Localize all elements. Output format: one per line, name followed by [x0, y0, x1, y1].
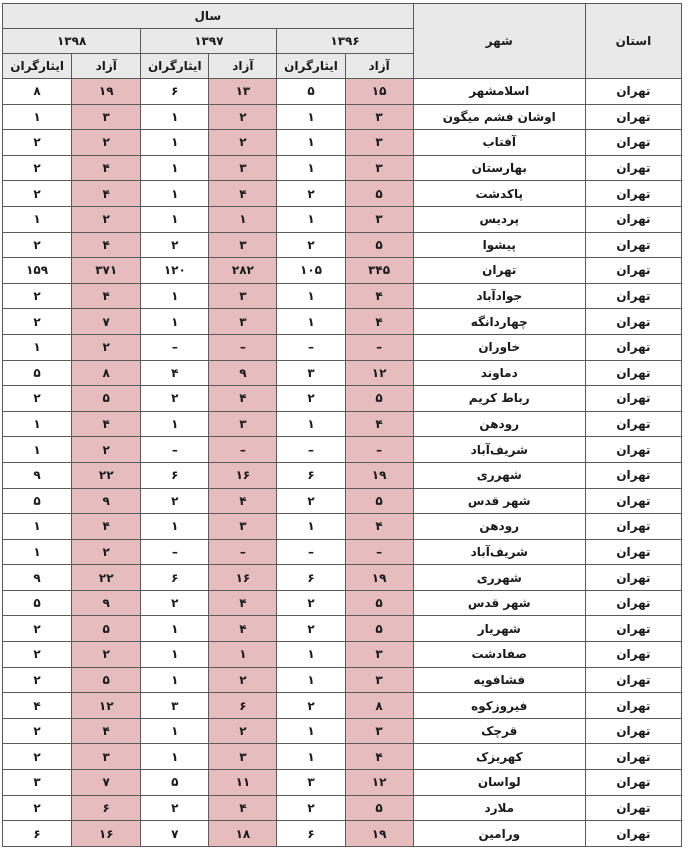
- cell-azad-1396: ۱۵: [345, 79, 413, 105]
- table-row: [3, 309, 682, 335]
- cell-province: تهران: [585, 104, 681, 130]
- cell-isargaran-1396: ۱: [277, 155, 345, 181]
- cell-azad-1397: ۱۶: [209, 462, 277, 488]
- cell-isargaran-1396: ۲: [277, 232, 345, 258]
- table-row: [3, 488, 682, 514]
- cell-isargaran-1396: ۲: [277, 590, 345, 616]
- header-year-group: سال: [3, 4, 414, 29]
- cell-azad-1398: ۲: [72, 642, 141, 668]
- table-row: [3, 258, 682, 284]
- header-azad-1396: آزاد: [345, 54, 413, 79]
- cell-isargaran-1396: –: [277, 334, 345, 360]
- cell-isargaran-1397: ۲: [141, 386, 209, 412]
- cell-province: تهران: [585, 462, 681, 488]
- cell-city: شهر قدس: [413, 488, 585, 514]
- cell-isargaran-1397: ۲: [141, 795, 209, 821]
- cell-isargaran-1397: ۲: [141, 488, 209, 514]
- cell-isargaran-1398: ۲: [3, 642, 72, 668]
- cell-isargaran-1398: ۲: [3, 232, 72, 258]
- cell-azad-1398: ۲۲: [72, 565, 141, 591]
- cell-province: تهران: [585, 283, 681, 309]
- cell-city: چهاردانگه: [413, 309, 585, 335]
- cell-isargaran-1398: ۸: [3, 79, 72, 105]
- cell-isargaran-1396: ۱: [277, 667, 345, 693]
- cell-azad-1396: ۳: [345, 155, 413, 181]
- cell-azad-1398: ۱۹: [72, 79, 141, 105]
- cell-city: شریف‌آباد: [413, 539, 585, 565]
- cell-isargaran-1397: ۱: [141, 104, 209, 130]
- cell-azad-1398: ۴: [72, 232, 141, 258]
- table-row: [3, 795, 682, 821]
- cell-isargaran-1397: ۱: [141, 283, 209, 309]
- cell-azad-1398: ۴: [72, 718, 141, 744]
- cell-azad-1396: ۵: [345, 181, 413, 207]
- cell-isargaran-1397: ۶: [141, 79, 209, 105]
- cell-isargaran-1398: ۴: [3, 693, 72, 719]
- cell-azad-1396: ۳۴۵: [345, 258, 413, 284]
- cell-azad-1397: ۴: [209, 590, 277, 616]
- cell-isargaran-1396: ۱: [277, 206, 345, 232]
- cell-isargaran-1398: ۳: [3, 770, 72, 796]
- table-row: [3, 744, 682, 770]
- cell-isargaran-1398: ۱۵۹: [3, 258, 72, 284]
- cell-azad-1396: –: [345, 539, 413, 565]
- cell-isargaran-1398: ۲: [3, 283, 72, 309]
- header-isargaran-1398: ایثارگران: [3, 54, 72, 79]
- cell-isargaran-1397: ۱: [141, 616, 209, 642]
- cell-isargaran-1398: ۱: [3, 437, 72, 463]
- cell-province: تهران: [585, 821, 681, 847]
- cell-isargaran-1397: ۳: [141, 693, 209, 719]
- table-row: [3, 79, 682, 105]
- cell-isargaran-1397: –: [141, 539, 209, 565]
- cell-azad-1396: ۱۹: [345, 821, 413, 847]
- table-row: [3, 565, 682, 591]
- cell-isargaran-1398: ۱: [3, 104, 72, 130]
- cell-azad-1396: ۵: [345, 386, 413, 412]
- table-row: [3, 130, 682, 156]
- cell-azad-1396: ۵: [345, 488, 413, 514]
- cell-province: تهران: [585, 693, 681, 719]
- cell-city: رباط کریم: [413, 386, 585, 412]
- cell-isargaran-1397: ۷: [141, 821, 209, 847]
- cell-isargaran-1397: ۱: [141, 744, 209, 770]
- cell-city: رودهن: [413, 411, 585, 437]
- cell-isargaran-1398: ۲: [3, 795, 72, 821]
- cell-province: تهران: [585, 616, 681, 642]
- cell-isargaran-1398: ۵: [3, 488, 72, 514]
- cell-isargaran-1397: ۱: [141, 667, 209, 693]
- cell-azad-1396: ۸: [345, 693, 413, 719]
- cell-isargaran-1396: ۶: [277, 565, 345, 591]
- cell-isargaran-1398: ۲: [3, 386, 72, 412]
- cell-azad-1398: ۵: [72, 667, 141, 693]
- table-row: [3, 539, 682, 565]
- cell-city: ملارد: [413, 795, 585, 821]
- cell-isargaran-1396: ۱: [277, 309, 345, 335]
- cell-city: فیروزکوه: [413, 693, 585, 719]
- header-province: استان: [585, 4, 681, 79]
- cell-azad-1398: ۲: [72, 206, 141, 232]
- cell-isargaran-1398: ۵: [3, 590, 72, 616]
- cell-azad-1397: ۳: [209, 283, 277, 309]
- cell-isargaran-1396: ۲: [277, 488, 345, 514]
- cell-isargaran-1396: ۱: [277, 411, 345, 437]
- table-row: [3, 232, 682, 258]
- header-year-1396: ۱۳۹۶: [277, 29, 413, 54]
- cell-isargaran-1397: ۱: [141, 130, 209, 156]
- cell-isargaran-1397: ۱: [141, 718, 209, 744]
- cell-city: فشافویه: [413, 667, 585, 693]
- cell-isargaran-1397: ۱: [141, 181, 209, 207]
- cell-isargaran-1396: ۲: [277, 181, 345, 207]
- cell-azad-1397: ۱۱: [209, 770, 277, 796]
- cell-azad-1397: ۱۸: [209, 821, 277, 847]
- cell-province: تهران: [585, 437, 681, 463]
- cell-province: تهران: [585, 360, 681, 386]
- cell-azad-1398: ۳: [72, 744, 141, 770]
- cell-province: تهران: [585, 232, 681, 258]
- cell-azad-1398: ۹: [72, 590, 141, 616]
- cell-province: تهران: [585, 795, 681, 821]
- cell-province: تهران: [585, 79, 681, 105]
- cell-isargaran-1398: ۶: [3, 821, 72, 847]
- cell-city: دماوند: [413, 360, 585, 386]
- cell-azad-1397: ۲: [209, 130, 277, 156]
- table-row: [3, 206, 682, 232]
- cell-isargaran-1398: ۱: [3, 411, 72, 437]
- table-row: [3, 718, 682, 744]
- cell-azad-1398: ۲: [72, 130, 141, 156]
- cell-azad-1396: ۴: [345, 744, 413, 770]
- cell-isargaran-1397: ۱: [141, 514, 209, 540]
- cell-province: تهران: [585, 744, 681, 770]
- cell-azad-1397: ۹: [209, 360, 277, 386]
- cell-city: اوشان فشم میگون: [413, 104, 585, 130]
- cell-city: کهریزک: [413, 744, 585, 770]
- cell-isargaran-1397: ۱: [141, 411, 209, 437]
- cell-city: پاکدشت: [413, 181, 585, 207]
- cell-azad-1396: ۵: [345, 590, 413, 616]
- cell-isargaran-1397: ۱۲۰: [141, 258, 209, 284]
- cell-azad-1397: ۱: [209, 642, 277, 668]
- cell-city: آفتاب: [413, 130, 585, 156]
- cell-azad-1398: ۴: [72, 411, 141, 437]
- cell-city: پیشوا: [413, 232, 585, 258]
- cell-azad-1398: ۱۶: [72, 821, 141, 847]
- cell-azad-1396: ۳: [345, 104, 413, 130]
- cell-azad-1398: ۷: [72, 309, 141, 335]
- cell-province: تهران: [585, 334, 681, 360]
- cell-azad-1397: ۳: [209, 514, 277, 540]
- table-row: [3, 821, 682, 847]
- cell-azad-1397: ۳: [209, 744, 277, 770]
- table-body: [3, 79, 682, 847]
- cell-province: تهران: [585, 155, 681, 181]
- cell-isargaran-1398: ۱: [3, 334, 72, 360]
- cell-isargaran-1397: ۵: [141, 770, 209, 796]
- cell-azad-1398: ۸: [72, 360, 141, 386]
- cell-azad-1396: –: [345, 334, 413, 360]
- cell-province: تهران: [585, 181, 681, 207]
- cell-isargaran-1398: ۲: [3, 309, 72, 335]
- table-row: [3, 437, 682, 463]
- cell-azad-1396: ۳: [345, 206, 413, 232]
- cell-azad-1396: ۴: [345, 283, 413, 309]
- cell-isargaran-1398: ۲: [3, 667, 72, 693]
- cell-province: تهران: [585, 258, 681, 284]
- cell-azad-1397: ۲: [209, 667, 277, 693]
- cell-isargaran-1396: ۵: [277, 79, 345, 105]
- table-row: [3, 360, 682, 386]
- cell-city: اسلامشهر: [413, 79, 585, 105]
- header-isargaran-1396: ایثارگران: [277, 54, 345, 79]
- cell-azad-1396: ۱۲: [345, 360, 413, 386]
- table-row: [3, 104, 682, 130]
- cell-azad-1398: ۴: [72, 181, 141, 207]
- cell-isargaran-1397: ۲: [141, 590, 209, 616]
- cell-city: شهرری: [413, 565, 585, 591]
- cell-city: شهرری: [413, 462, 585, 488]
- cell-azad-1397: ۲۸۲: [209, 258, 277, 284]
- table-row: [3, 616, 682, 642]
- cell-isargaran-1397: ۱: [141, 309, 209, 335]
- cell-province: تهران: [585, 488, 681, 514]
- cell-city: شهر قدس: [413, 590, 585, 616]
- cell-city: لواسان: [413, 770, 585, 796]
- cell-isargaran-1396: ۱: [277, 718, 345, 744]
- cell-azad-1398: ۴: [72, 283, 141, 309]
- table-row: [3, 462, 682, 488]
- header-isargaran-1397: ایثارگران: [141, 54, 209, 79]
- cell-isargaran-1396: ۱: [277, 104, 345, 130]
- cell-azad-1398: ۲: [72, 437, 141, 463]
- cell-province: تهران: [585, 514, 681, 540]
- cell-city: ورامین: [413, 821, 585, 847]
- cell-isargaran-1396: ۶: [277, 821, 345, 847]
- table-row: [3, 770, 682, 796]
- cell-azad-1397: ۲: [209, 104, 277, 130]
- cell-isargaran-1398: ۱: [3, 539, 72, 565]
- cell-city: جوادآباد: [413, 283, 585, 309]
- cell-province: تهران: [585, 770, 681, 796]
- cell-isargaran-1397: ۲: [141, 232, 209, 258]
- cell-province: تهران: [585, 565, 681, 591]
- cell-isargaran-1398: ۲: [3, 155, 72, 181]
- cell-azad-1397: ۱۶: [209, 565, 277, 591]
- table-header: [3, 4, 682, 79]
- cell-azad-1397: ۶: [209, 693, 277, 719]
- cell-azad-1396: ۴: [345, 411, 413, 437]
- cell-city: شهریار: [413, 616, 585, 642]
- cell-isargaran-1398: ۱: [3, 206, 72, 232]
- cell-isargaran-1396: ۲: [277, 795, 345, 821]
- cell-isargaran-1398: ۹: [3, 462, 72, 488]
- cell-azad-1396: ۳: [345, 718, 413, 744]
- cell-isargaran-1396: ۱: [277, 744, 345, 770]
- cell-isargaran-1396: ۶: [277, 462, 345, 488]
- table-row: [3, 411, 682, 437]
- cell-isargaran-1397: ۶: [141, 462, 209, 488]
- cell-province: تهران: [585, 718, 681, 744]
- cell-isargaran-1396: ۱۰۵: [277, 258, 345, 284]
- cell-azad-1398: ۱۲: [72, 693, 141, 719]
- cell-province: تهران: [585, 667, 681, 693]
- cell-isargaran-1398: ۲: [3, 181, 72, 207]
- cell-city: شریف‌آباد: [413, 437, 585, 463]
- cell-isargaran-1397: –: [141, 334, 209, 360]
- header-city: شهر: [413, 4, 585, 79]
- cell-azad-1397: ۴: [209, 616, 277, 642]
- cell-azad-1398: ۶: [72, 795, 141, 821]
- cell-isargaran-1396: ۱: [277, 514, 345, 540]
- cell-isargaran-1397: ۱: [141, 642, 209, 668]
- cell-isargaran-1397: ۱: [141, 206, 209, 232]
- cell-city: صفادشت: [413, 642, 585, 668]
- cell-isargaran-1397: ۱: [141, 155, 209, 181]
- header-year-1398: ۱۳۹۸: [3, 29, 141, 54]
- cell-city: قرچک: [413, 718, 585, 744]
- cell-isargaran-1398: ۲: [3, 744, 72, 770]
- cell-province: تهران: [585, 206, 681, 232]
- cell-isargaran-1396: ۱: [277, 130, 345, 156]
- cell-isargaran-1398: ۹: [3, 565, 72, 591]
- cell-azad-1396: ۱۹: [345, 462, 413, 488]
- cell-azad-1398: ۵: [72, 616, 141, 642]
- table-row: [3, 693, 682, 719]
- table-row: [3, 642, 682, 668]
- header-azad-1397: آزاد: [209, 54, 277, 79]
- cell-province: تهران: [585, 539, 681, 565]
- cell-azad-1397: ۴: [209, 795, 277, 821]
- cell-city: تهران: [413, 258, 585, 284]
- cell-isargaran-1397: ۴: [141, 360, 209, 386]
- cell-azad-1396: –: [345, 437, 413, 463]
- cell-azad-1396: ۱۹: [345, 565, 413, 591]
- cell-azad-1398: ۵: [72, 386, 141, 412]
- cell-isargaran-1398: ۲: [3, 718, 72, 744]
- cell-azad-1398: ۲۲: [72, 462, 141, 488]
- cell-azad-1397: ۳: [209, 155, 277, 181]
- cell-azad-1398: ۷: [72, 770, 141, 796]
- cell-isargaran-1398: ۱: [3, 514, 72, 540]
- cell-azad-1396: ۳: [345, 642, 413, 668]
- table-row: [3, 334, 682, 360]
- statistics-table: [2, 3, 682, 847]
- cell-azad-1398: ۲: [72, 334, 141, 360]
- cell-azad-1397: ۴: [209, 488, 277, 514]
- cell-province: تهران: [585, 642, 681, 668]
- cell-isargaran-1396: –: [277, 539, 345, 565]
- cell-azad-1396: ۴: [345, 514, 413, 540]
- cell-isargaran-1396: ۱: [277, 642, 345, 668]
- cell-azad-1398: ۴: [72, 514, 141, 540]
- cell-province: تهران: [585, 590, 681, 616]
- cell-isargaran-1396: ۲: [277, 693, 345, 719]
- cell-azad-1397: ۴: [209, 386, 277, 412]
- cell-azad-1397: ۱۳: [209, 79, 277, 105]
- cell-province: تهران: [585, 386, 681, 412]
- cell-azad-1397: ۳: [209, 232, 277, 258]
- cell-azad-1396: ۳: [345, 130, 413, 156]
- cell-azad-1397: ۳: [209, 309, 277, 335]
- table-row: [3, 386, 682, 412]
- cell-isargaran-1396: ۳: [277, 360, 345, 386]
- cell-isargaran-1396: ۳: [277, 770, 345, 796]
- header-year-1397: ۱۳۹۷: [141, 29, 277, 54]
- cell-azad-1397: ۲: [209, 718, 277, 744]
- cell-azad-1397: ۳: [209, 411, 277, 437]
- cell-azad-1397: ۴: [209, 181, 277, 207]
- cell-azad-1398: ۴: [72, 155, 141, 181]
- cell-azad-1397: –: [209, 437, 277, 463]
- cell-province: تهران: [585, 309, 681, 335]
- cell-isargaran-1396: –: [277, 437, 345, 463]
- cell-province: تهران: [585, 411, 681, 437]
- cell-city: رودهن: [413, 514, 585, 540]
- cell-city: بهارستان: [413, 155, 585, 181]
- cell-province: تهران: [585, 130, 681, 156]
- cell-isargaran-1397: –: [141, 437, 209, 463]
- cell-azad-1396: ۵: [345, 232, 413, 258]
- cell-azad-1398: ۳۷۱: [72, 258, 141, 284]
- cell-azad-1396: ۵: [345, 616, 413, 642]
- table-row: [3, 283, 682, 309]
- cell-isargaran-1398: ۵: [3, 360, 72, 386]
- cell-azad-1396: ۱۲: [345, 770, 413, 796]
- cell-isargaran-1398: ۲: [3, 616, 72, 642]
- cell-isargaran-1397: ۶: [141, 565, 209, 591]
- table-row: [3, 155, 682, 181]
- cell-isargaran-1396: ۲: [277, 386, 345, 412]
- cell-azad-1397: –: [209, 334, 277, 360]
- cell-azad-1396: ۳: [345, 667, 413, 693]
- cell-city: خاوران: [413, 334, 585, 360]
- table-container: [2, 3, 682, 847]
- cell-city: پردیس: [413, 206, 585, 232]
- cell-isargaran-1396: ۲: [277, 616, 345, 642]
- cell-isargaran-1398: ۲: [3, 130, 72, 156]
- cell-azad-1398: ۳: [72, 104, 141, 130]
- cell-isargaran-1396: ۱: [277, 283, 345, 309]
- cell-azad-1397: ۱: [209, 206, 277, 232]
- table-row: [3, 181, 682, 207]
- cell-azad-1396: ۴: [345, 309, 413, 335]
- cell-azad-1398: ۲: [72, 539, 141, 565]
- table-row: [3, 514, 682, 540]
- header-azad-1398: آزاد: [72, 54, 141, 79]
- table-row: [3, 667, 682, 693]
- cell-azad-1397: –: [209, 539, 277, 565]
- cell-azad-1398: ۹: [72, 488, 141, 514]
- cell-azad-1396: ۵: [345, 795, 413, 821]
- table-row: [3, 590, 682, 616]
